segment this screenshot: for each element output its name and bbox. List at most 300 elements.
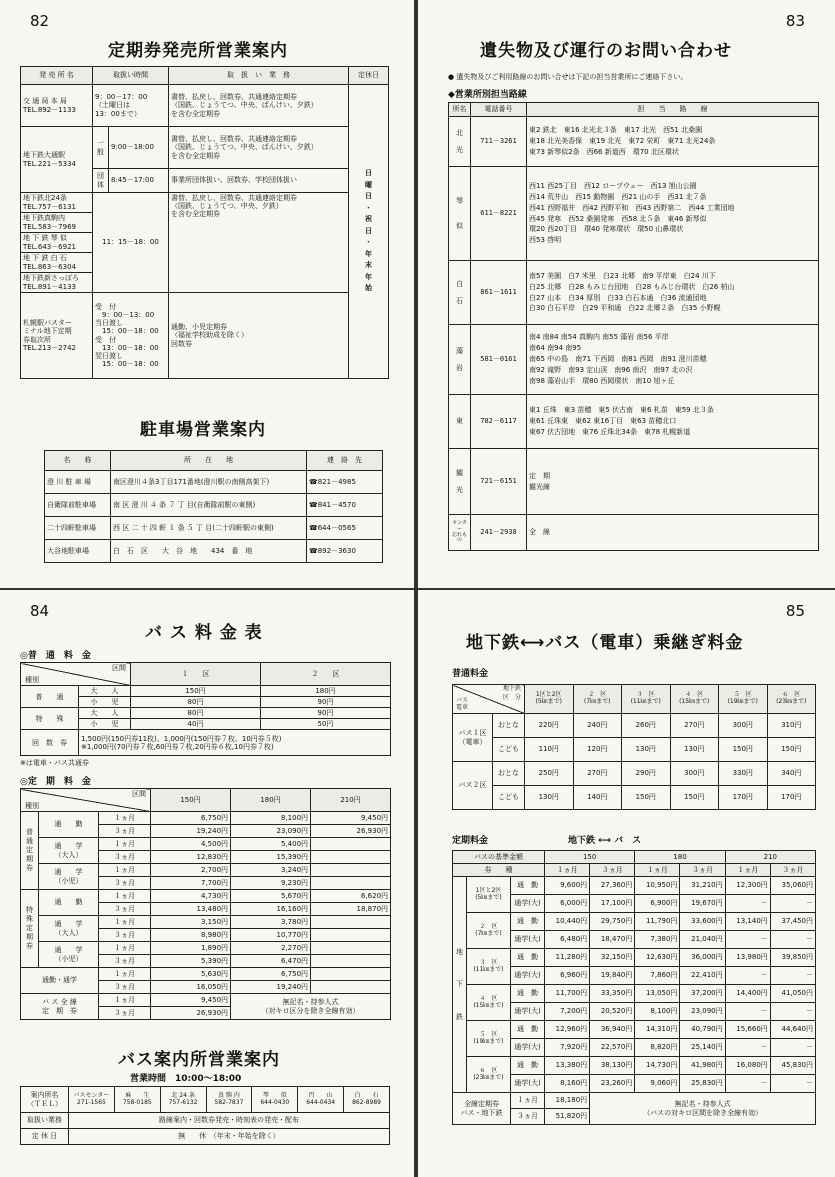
pass-price: － (770, 1003, 815, 1021)
pass-price: 12,960円 (545, 1021, 590, 1039)
pass-price: 39,850円 (770, 949, 815, 967)
col-header: １ 区 (131, 663, 261, 686)
info-center (160, 1087, 206, 1113)
pass-price: － (725, 895, 770, 913)
office-service: 通勤、小児定期券 （福祉学校助成を除く） 回数券 (169, 293, 349, 379)
pass-type: 通 勤 (511, 913, 545, 931)
pass-period: ３ヵ月 (99, 955, 151, 968)
pass-period: １ヵ月 (99, 968, 151, 981)
pass-price: 40,790円 (680, 1021, 725, 1039)
pass-type: 通 勤 (511, 985, 545, 1003)
pass-type: 通学(大) (511, 1003, 545, 1021)
pass-price: 33,600円 (680, 913, 725, 931)
fare-value: 150円 (131, 686, 261, 697)
coupon-text: 1,500円(150円券11枚)、1,000円(150円券７枚、10円券５枚) ※1,000円(70円券７枚,60円券７枚,20円券６枚,10円券７枚) (79, 730, 391, 756)
pass-period: ３ヵ月 (99, 825, 151, 838)
pass-price: 23,090円 (231, 825, 311, 838)
parking-tel: ☎841－4570 (307, 494, 383, 517)
office-name: 北 光 (449, 117, 471, 167)
pass-price: 11,790円 (635, 913, 680, 931)
transfer-pass-table (452, 850, 816, 1125)
info-center-tel: 644-0434 (306, 1098, 336, 1106)
info-center-name: 北 24 条 (171, 1091, 195, 1099)
pass-price: 6,750円 (231, 968, 311, 981)
col-header: 担 当 路 線 (527, 103, 819, 117)
subway-zone: ３ 区 (11㎞まで) (467, 949, 511, 985)
pass-price: 41,050円 (770, 985, 815, 1003)
fare-value: 300円 (670, 762, 719, 786)
info-center-name: 真 駒 内 (218, 1091, 240, 1099)
pass-price: 22,410円 (680, 967, 725, 985)
pass-price: 29,750円 (590, 913, 635, 931)
office-tel: 611－8221 (471, 167, 527, 261)
fare-value: 310円 (767, 714, 816, 738)
pass-price: 8,100円 (231, 812, 311, 825)
fare-value: 90円 (261, 708, 391, 719)
pass-type: 通 勤 (511, 1057, 545, 1075)
fare-value: 120円 (573, 738, 622, 762)
passenger-type: 大 人 (79, 708, 131, 719)
pass-price: 26,930円 (311, 825, 391, 838)
fare-value: 340円 (767, 762, 816, 786)
pass-price: 10,950円 (635, 877, 680, 895)
pass-type: 通学(大) (511, 931, 545, 949)
fare-value: 150円 (622, 786, 671, 810)
pass-price: 5,390円 (151, 955, 231, 968)
fare-value: 240円 (573, 714, 622, 738)
parking-address: 西 区 二 十 四 軒 １ 条 ５ 丁 目(二十四軒駅の東側) (111, 517, 307, 540)
pass-price: 7,700円 (151, 877, 231, 890)
fare-type: 回 数 券 (21, 730, 79, 756)
corner-label: 区間 (112, 664, 126, 672)
pass-price: 6,620円 (311, 890, 391, 903)
closed-days: 日 曜 日 ・ 祝 日 ・ 年 末 年 始 (349, 85, 389, 379)
col-header: バスの基準金額 (453, 851, 545, 864)
passenger-type: 小 児 (79, 719, 131, 730)
pass-price: 6,470円 (231, 955, 311, 968)
pass-price: 9,450円 (311, 812, 391, 825)
row-header: 案内所名 （ＴＥＬ） (21, 1087, 69, 1113)
zone-header: ４ 区 (15㎞まで) (670, 685, 719, 714)
zone-header: 1区と2区 (5㎞まで) (525, 685, 574, 714)
pass-price: 6,750円 (151, 812, 231, 825)
pass-price: 7,200円 (545, 1003, 590, 1021)
pass-period: ３ヵ月 (99, 981, 151, 994)
info-center-name: 白 石 (354, 1091, 379, 1099)
subway-zone: ２ 区 (7㎞まで) (467, 913, 511, 949)
pass-price (311, 955, 391, 968)
pass-price: 4,500円 (151, 838, 231, 851)
fare-value: 80円 (131, 697, 261, 708)
pass-price: 25,140円 (680, 1039, 725, 1057)
office-name: 地 下 鉄 白 石 TEL.863－6304 (21, 253, 93, 273)
pass-price: 13,480円 (151, 903, 231, 916)
pass-price (311, 851, 391, 864)
fare-value: 220円 (525, 714, 574, 738)
fare-value: 300円 (719, 714, 768, 738)
info-center-name: バスセンター (73, 1091, 110, 1099)
pass-price: － (770, 895, 815, 913)
pass-price: 16,080円 (725, 1057, 770, 1075)
pass-group: 普 通 定 期 券 (21, 812, 39, 890)
pass-period: １ヵ月 (99, 812, 151, 825)
office-service: 書替、払戻し、回数券、共通連絡定期券 （国鉄、じょうてつ、中央、夕鉄） を含む全定期券 (169, 193, 349, 293)
pass-period: ３ヵ月 (99, 1007, 151, 1020)
fare-value: 170円 (767, 786, 816, 810)
passenger-type: 小 児 (79, 697, 131, 708)
pass-price: 13,050円 (635, 985, 680, 1003)
col-header: 連 絡 先 (307, 451, 383, 471)
pass-period: １ヵ月 (99, 838, 151, 851)
pass-price: 19,670円 (680, 895, 725, 913)
fare-value: 130円 (622, 738, 671, 762)
transfer-arrow-icon: ⟷ (520, 633, 546, 653)
office-routes: 定 期 観光線 (527, 449, 819, 515)
col-header: 電話番号 (471, 103, 527, 117)
pass-price: 7,380円 (635, 931, 680, 949)
subway-side-label: 地 下 鉄 (453, 877, 467, 1093)
pass-price: 5,630円 (151, 968, 231, 981)
subway-zone: ６ 区 (23㎞まで) (467, 1057, 511, 1093)
pass-price: 8,160円 (545, 1075, 590, 1093)
pass-price: 4,730円 (151, 890, 231, 903)
period-header: １ヵ月 (635, 864, 680, 877)
passenger-type: 大 人 (79, 686, 131, 697)
pass-period: １ヵ月 (99, 864, 151, 877)
period-header: １ヵ月 (725, 864, 770, 877)
office-routes: 東2 鉄北 東16 北光北３条 東17 北光 西51 北桑園 東18 北光美香保 東19 北光 東72 栄町 東71 北光24条 東73 新琴似2条 西66 新道西 環70 北区環状 (527, 117, 819, 167)
period-header: １ヵ月 (545, 864, 590, 877)
pass-price: 31,210円 (680, 877, 725, 895)
pass-price: 33,350円 (590, 985, 635, 1003)
pass-type: 通勤・通学 (21, 968, 99, 994)
pass-price: 12,300円 (725, 877, 770, 895)
col-header: ２ 区 (261, 663, 391, 686)
office-tel: 861－1611 (471, 261, 527, 325)
pass-type: 通 勤 (511, 1021, 545, 1039)
subtitle: ◆営業所別担当路線 (448, 90, 527, 100)
passenger-type: こども (493, 786, 525, 810)
info-center-tel: 757-6132 (168, 1098, 198, 1106)
fare-value: 40円 (131, 719, 261, 730)
pass-type: 通 勤 (39, 812, 99, 838)
office-name: 地下鉄北24条 TEL.757－6131 (21, 193, 93, 213)
page-title: 遺失物及び運行のお問い合わせ (480, 41, 732, 61)
closed-text: 無 休 （年末・年始を除く） (69, 1129, 390, 1145)
row-header: 取扱い業務 (21, 1113, 69, 1129)
pass-price: 8,100円 (635, 1003, 680, 1021)
office-routes: 東1 丘珠 東3 苗穂 東5 伏古南 東6 札苗 東59 北３条 東61 丘珠東 東62 東16丁目 東63 苗穂北口 東67 伏古団地 東76 丘珠北34条 東78 札幌新道 (527, 395, 819, 449)
office-name: 地 下 鉄 琴 似 TEL.643－6921 (21, 233, 93, 253)
section-title: 駐車場営業案内 (140, 420, 266, 440)
info-center-tel: 758-0185 (122, 1098, 152, 1106)
bus-zone: バス２区 (453, 762, 493, 810)
fare-value: 270円 (670, 714, 719, 738)
fare-value: 250円 (525, 762, 574, 786)
fare-type: 普 通 (21, 686, 79, 708)
pass-price: 38,130円 (590, 1057, 635, 1075)
info-center (206, 1087, 252, 1113)
pass-price: 7,920円 (545, 1039, 590, 1057)
pass-type: 通 勤 (511, 949, 545, 967)
route-office-table (448, 102, 819, 551)
intro-note: ● 遺失物及びご利用路線のお問い合せは下記の担当営業所にご連絡下さい。 (448, 73, 688, 81)
pass-price: 8,980円 (151, 929, 231, 942)
parking-name: 自衛隊前駐車場 (45, 494, 111, 517)
transfer-fare-table (452, 684, 816, 810)
parking-tel: ☎892－3630 (307, 540, 383, 563)
pass-price: 37,200円 (680, 985, 725, 1003)
page-title: バ ス 料 金 表 (145, 623, 263, 643)
pass-price: 23,090円 (680, 1003, 725, 1021)
office-routes: 南4 南84 南54 真駒内 南55 藻岩 南56 平岸 南64 南94 南95 南65 中の島 南71 下西岡 南81 西岡 南91 澄川苗穂 南92 滝野 南93 定山渓 南96 南沢 南97 北の沢 南98 藻岩山手 環80 西岡環状 南10 旭ヶ丘 (527, 325, 819, 395)
parking-name: 大谷地駐車場 (45, 540, 111, 563)
office-name: 地下鉄新さっぽろ TEL.891－4133 (21, 273, 93, 293)
pass-price: 5,400円 (231, 838, 311, 851)
pass-price: 5,670円 (231, 890, 311, 903)
pass-price: 11,280円 (545, 949, 590, 967)
pass-price: 3,240円 (231, 864, 311, 877)
pass-period: １ヵ月 (99, 994, 151, 1007)
page-83 (418, 0, 835, 588)
office-name: 東 (449, 395, 471, 449)
office-tel: 241－2938 (471, 515, 527, 551)
passenger-type: こども (493, 738, 525, 762)
pass-price: － (725, 931, 770, 949)
parking-tel: ☎821－4985 (307, 471, 383, 494)
subway-zone: ５ 区 (19㎞まで) (467, 1021, 511, 1057)
section-sub: 地下鉄 ⟷ バ ス (568, 836, 642, 846)
pass-type: 通学(大) (511, 895, 545, 913)
col-header: 取扱い時間 (93, 67, 169, 85)
pass-price: 14,400円 (725, 985, 770, 1003)
parking-address: 南区澄川４条3丁目171番地(澄川駅の南側高架下) (111, 471, 307, 494)
bus-zone: バス１区 （電車） (453, 714, 493, 762)
pass-type: 通 勤 (39, 890, 99, 916)
pass-price: 2,270円 (231, 942, 311, 955)
fare-value: 110円 (525, 738, 574, 762)
info-center-tel: 644-0430 (260, 1098, 290, 1106)
pass-type: 通 学 （小児） (39, 864, 99, 890)
office-hours: 9:00－18:00 (109, 127, 169, 169)
pass-price: 3,780円 (231, 916, 311, 929)
info-center (298, 1087, 344, 1113)
period-header: ３ヵ月 (680, 864, 725, 877)
pass-price (311, 929, 391, 942)
pass-price: 22,570円 (590, 1039, 635, 1057)
pass-price: 36,940円 (590, 1021, 635, 1039)
col-header: 150円 (151, 789, 231, 812)
zone-header: ６ 区 (23㎞まで) (767, 685, 816, 714)
pass-price: 44,640円 (770, 1021, 815, 1039)
office-tel: 581－0161 (471, 325, 527, 395)
info-center (252, 1087, 298, 1113)
corner-label: 区 分 (502, 694, 521, 701)
pass-type: 通学(大) (511, 1039, 545, 1057)
col-header: 定休日 (349, 67, 389, 85)
pass-price: 12,830円 (151, 851, 231, 864)
office-hours: 受 付 9：00－13：00 当日渡し 15：00－18：00 受 付 13：00－18：00 翌日渡し 15：00－18：00 (93, 293, 169, 379)
office-name: 札幌駅バスター ミナル地下定期 券取次所 TEL.213－2742 (21, 293, 93, 379)
fare-value: 330円 (719, 762, 768, 786)
fare-value: 290円 (622, 762, 671, 786)
pass-price (311, 916, 391, 929)
col-header: 取 扱 い 業 務 (169, 67, 349, 85)
pass-period: １ヵ月 (99, 890, 151, 903)
col-header: 発 売 所 名 (21, 67, 93, 85)
note: ※は電車・バス共通券 (20, 759, 89, 767)
pass-price (311, 968, 391, 981)
pass-price: 36,000円 (680, 949, 725, 967)
pass-price: 6,000円 (545, 895, 590, 913)
fare-value: 150円 (767, 738, 816, 762)
pass-period: １ヵ月 (511, 1093, 545, 1109)
parking-table (44, 450, 383, 563)
base-amount: 210 (725, 851, 815, 864)
pass-price: 18,470円 (590, 931, 635, 949)
pass-price: － (770, 931, 815, 949)
section-label: ◎普 通 料 金 (20, 651, 91, 661)
pass-price: 9,600円 (545, 877, 590, 895)
pass-price: 25,830円 (680, 1075, 725, 1093)
page-number: 85 (785, 602, 805, 620)
office-tel: 782－6117 (471, 395, 527, 449)
pass-price: 27,360円 (590, 877, 635, 895)
pass-price: 51,820円 (545, 1109, 590, 1125)
office-name: 地下鉄真駒内 TEL.583－7969 (21, 213, 93, 233)
pass-price (311, 877, 391, 890)
page-number: 83 (785, 12, 805, 30)
pass-price: 7,860円 (635, 967, 680, 985)
section-title: バス案内所営業案内 (118, 1050, 280, 1070)
pass-price: 13,140円 (725, 913, 770, 931)
pass-price: 16,160円 (231, 903, 311, 916)
pass-period: １ヵ月 (99, 942, 151, 955)
info-center (69, 1087, 115, 1113)
info-center-tel: 582-7837 (214, 1098, 244, 1106)
pass-type: 全線定期券 バス・地下鉄 (453, 1093, 511, 1125)
pass-price: 13,980円 (725, 949, 770, 967)
section-label: 普通料金 (452, 669, 489, 679)
fare-value: 150円 (670, 786, 719, 810)
zone-header: ３ 区 (11㎞まで) (622, 685, 671, 714)
pass-price (311, 864, 391, 877)
pass-price: － (725, 1003, 770, 1021)
pass-period: ３ヵ月 (99, 903, 151, 916)
parking-address: 白 石 区 大 谷 地 434 番 地 (111, 540, 307, 563)
fare-value: 140円 (573, 786, 622, 810)
page-number: 84 (30, 602, 50, 620)
office-tel: 711－3261 (471, 117, 527, 167)
subway-zone: ４ 区 (15㎞まで) (467, 985, 511, 1021)
normal-fare-table (20, 662, 391, 756)
pass-price: 3,150円 (151, 916, 231, 929)
office-routes: 西11 西25丁目 西12 ロープウェー 西13 旭山公園 西14 荒井山 西15 動物園 西21 山の手 西31 北７条 西41 西野福井 西42 西野平和 西43 西野第二 西44 工業団地 西45 発寒 西52 桑園発寒 西58 北５条 東46 新琴似 環20 西20丁目 環40 発寒環状 環50 山鼻環状 西53 啓明 (527, 167, 819, 261)
pass-type: 通 学 （大人） (39, 916, 99, 942)
pass-price: 45,830円 (770, 1057, 815, 1075)
pass-price: 12,630円 (635, 949, 680, 967)
pass-price: 8,820円 (635, 1039, 680, 1057)
fare-value: 80円 (131, 708, 261, 719)
col-header: 名 称 (45, 451, 111, 471)
info-center-name: 琴 似 (262, 1091, 287, 1099)
office-hours: 9：00－17：00 （土曜日は 13：00まで） (93, 85, 169, 127)
pass-price: 6,960円 (545, 967, 590, 985)
page-title: 定期券発売所営業案内 (108, 41, 288, 61)
passenger-type: おとな (493, 714, 525, 738)
service-text: 路線案内・回数券発売・時刻表の発売・配布 (69, 1113, 390, 1129)
office-routes: 全 線 (527, 515, 819, 551)
info-center-name: 麻 生 (125, 1091, 150, 1099)
col-header: 所名 (449, 103, 471, 117)
page-title (466, 628, 743, 653)
pass-note: 無記名・持参人式 （バスの対キロ区間を除き全線有効） (590, 1093, 816, 1125)
pass-price: － (770, 1039, 815, 1057)
pass-type: 通学(大) (511, 967, 545, 985)
pass-period: １ヵ月 (99, 916, 151, 929)
fare-value: 260円 (622, 714, 671, 738)
pass-price: 6,900円 (635, 895, 680, 913)
pass-price: 6,480円 (545, 931, 590, 949)
pass-price: 21,040円 (680, 931, 725, 949)
fare-value: 130円 (670, 738, 719, 762)
subway-zone: 1区と2区 (5㎞まで) (467, 877, 511, 913)
pass-price: － (770, 1075, 815, 1093)
office-name: 白 石 (449, 261, 471, 325)
title-subway: 地下鉄 (466, 633, 520, 653)
fare-value: 50円 (261, 719, 391, 730)
corner-label: 区間 (132, 790, 147, 798)
corner-label: 種別 (25, 675, 39, 684)
pass-price: 10,770円 (231, 929, 311, 942)
col-header: 所 在 地 (111, 451, 307, 471)
pass-price: 19,240円 (231, 981, 311, 994)
pass-price: 17,100円 (590, 895, 635, 913)
row-header: 定 休 日 (21, 1129, 69, 1145)
office-tel: 721－6151 (471, 449, 527, 515)
pass-price (311, 838, 391, 851)
corner-label: バス 電車 (456, 697, 469, 712)
pass-price: 23,260円 (590, 1075, 635, 1093)
fare-type: 特 殊 (21, 708, 79, 730)
pass-price: 20,520円 (590, 1003, 635, 1021)
zone-header: ２ 区 (7㎞まで) (573, 685, 622, 714)
pass-price: 18,180円 (545, 1093, 590, 1109)
base-amount: 150 (545, 851, 635, 864)
hours-label: 一般 (93, 127, 109, 169)
col-header: 180円 (231, 789, 311, 812)
pass-type: 通 学 （大人） (39, 838, 99, 864)
fare-value: 90円 (261, 697, 391, 708)
pass-period: ３ヵ月 (99, 851, 151, 864)
office-name: 交 通 局 本 局 TEL.892－1133 (21, 85, 93, 127)
section-label: ◎定 期 料 金 (20, 777, 91, 787)
office-name: 地下鉄大通駅 TEL.221－5334 (21, 127, 93, 193)
office-service: 書替、払戻し、回数券、共通連絡定期券 （国鉄、じょうてつ、中央、ばんけい、夕鉄） を含む全定期券 (169, 85, 349, 127)
pass-group: 特 殊 定 期 券 (21, 890, 39, 968)
pass-price: 14,310円 (635, 1021, 680, 1039)
col-header: 210円 (311, 789, 391, 812)
pass-period: ３ヵ月 (511, 1109, 545, 1125)
fare-value: 170円 (719, 786, 768, 810)
pass-price: 2,700円 (151, 864, 231, 877)
info-center-table (20, 1086, 390, 1145)
period-header: ３ヵ月 (590, 864, 635, 877)
pass-price: 41,980円 (680, 1057, 725, 1075)
page-number: 82 (30, 12, 50, 30)
office-service: 事業所団体扱い、回数券、学校団体扱い (169, 169, 349, 193)
office-hours: 8:45－17:00 (109, 169, 169, 193)
